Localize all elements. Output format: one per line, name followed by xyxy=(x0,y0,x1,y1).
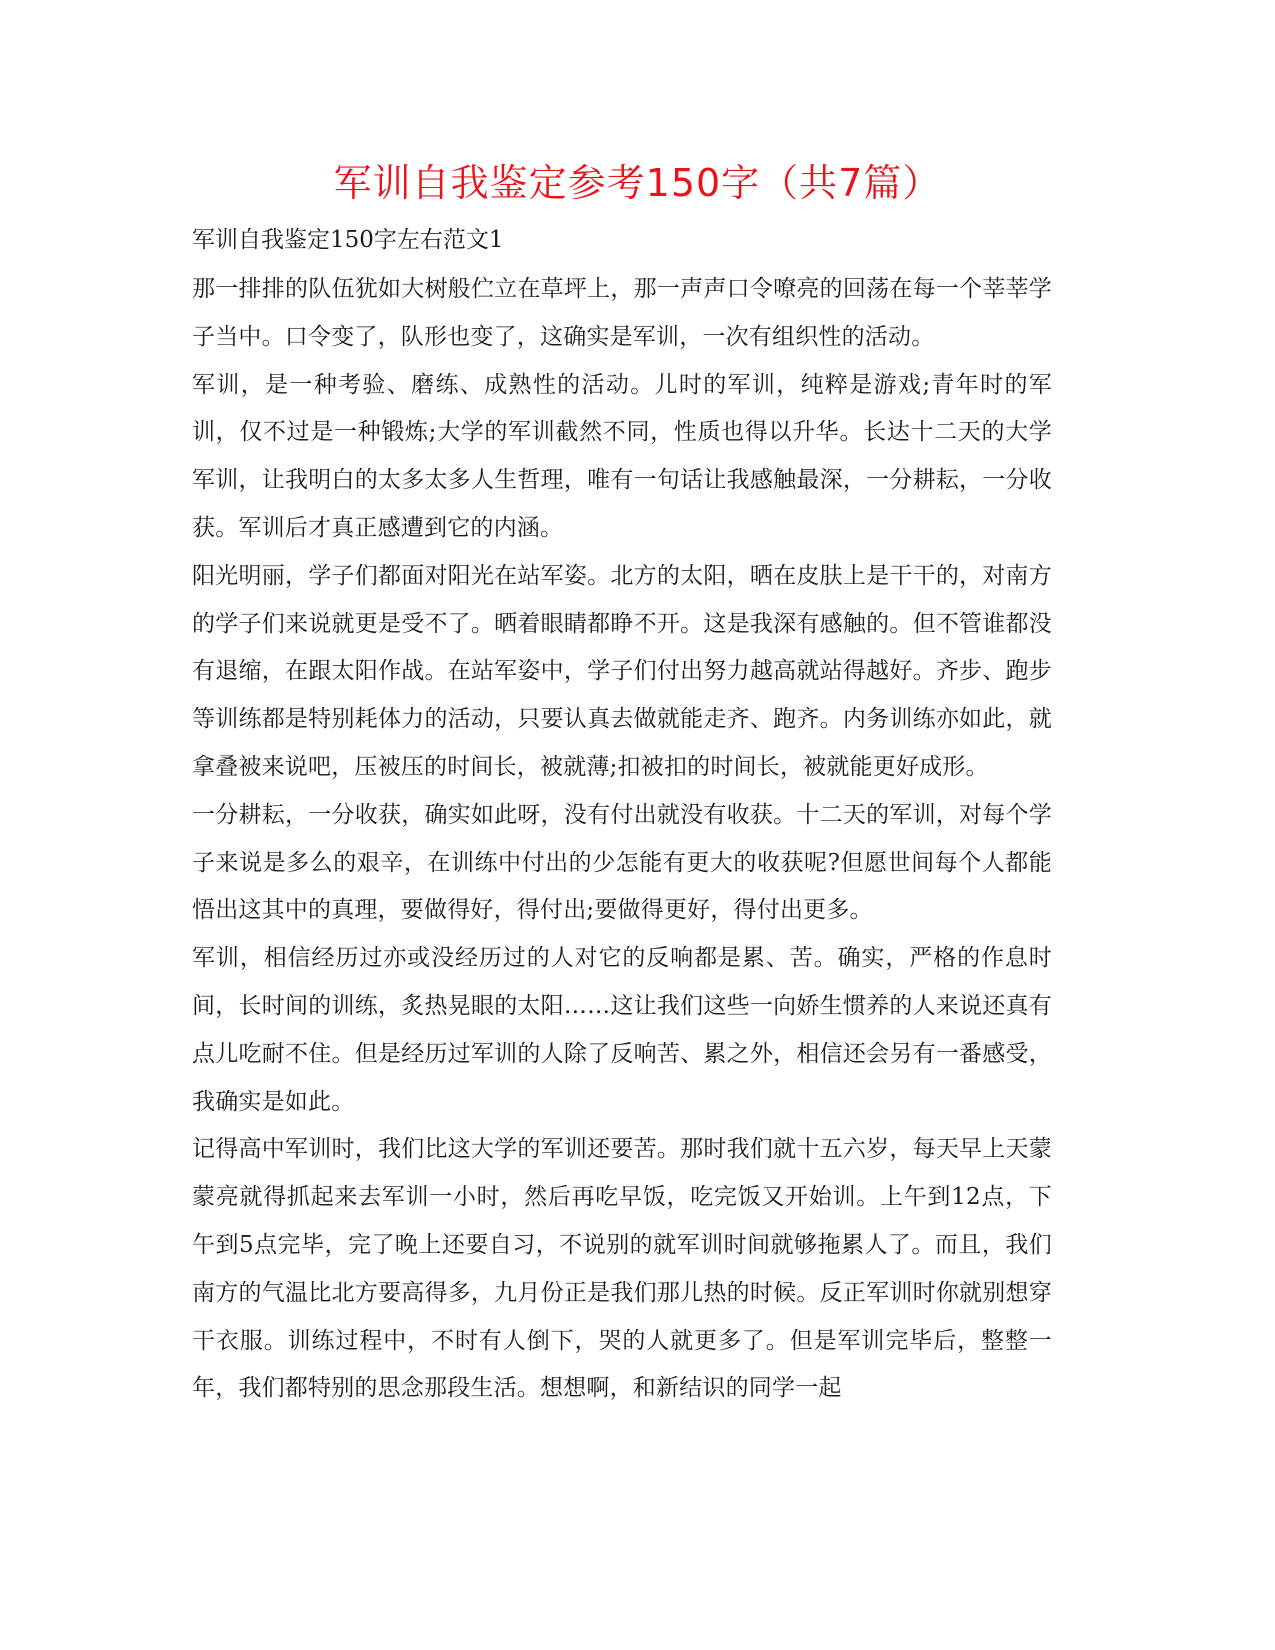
paragraph: 那一排排的队伍犹如大树般伫立在草坪上，那一声声口令嘹亮的回荡在每一个莘莘学子当中。口令变了，队形也变了，这确实是军训，一次有组织性的活动。 xyxy=(192,276,1052,350)
section-heading: 军训自我鉴定150字左右范文1 xyxy=(192,227,504,253)
paragraph: 一分耕耘，一分收获，确实如此呀，没有付出就没有收获。十二天的军训，对每个学子来说是多么的艰辛，在训练中付出的少怎能有更大的收获呢?但愿世间每个人都能悟出这其中的真理，要做得好，得付出;要做得更好，得付出更多。 xyxy=(192,801,1052,924)
paragraph: 记得高中军训时，我们比这大学的军训还要苦。那时我们就十五六岁，每天早上天蒙蒙亮就得抓起来去军训一小时，然后再吃早饭，吃完饭又开始训。上午到12点，下午到5点完毕，完了晚上还要自习，不说别的就军训时间就够拖累人了。而且，我们南方的气温比北方要高得多，九月份正是我们那儿热的时候。反正军训时你就别想穿干衣服。训练过程中，不时有人倒下，哭的人就更多了。但是军训完毕后，整整一年，我们都特别的思念那段生活。想想啊，和新结识的同学一起 xyxy=(192,1136,1052,1402)
page-title: 军训自我鉴定参考150字（共7篇） xyxy=(333,161,942,205)
paragraph: 军训，相信经历过亦或没经历过的人对它的反响都是累、苦。确实，严格的作息时间，长时间的训练，炙热晃眼的太阳……这让我们这些一向娇生惯养的人来说还真有点儿吃耐不住。但是经历过军训的人除了反响苦、累之外，相信还会另有一番感受，我确实是如此。 xyxy=(192,945,1052,1115)
paragraph: 军训，是一种考验、磨练、成熟性的活动。儿时的军训，纯粹是游戏;青年时的军训，仅不过是一种锻炼;大学的军训截然不同，性质也得以升华。长达十二天的大学军训，让我明白的太多太多人生哲理，唯有一句话让我感触最深，一分耕耘，一分收获。军训后才真正感遭到它的内涵。 xyxy=(192,371,1052,541)
body-text xyxy=(192,266,1052,1413)
paragraph: 阳光明丽，学子们都面对阳光在站军姿。北方的太阳，晒在皮肤上是干干的，对南方的学子们来说就更是受不了。晒着眼睛都睁不开。这是我深有感触的。但不管谁都没有退缩，在跟太阳作战。在站军姿中，学子们付出努力越高就站得越好。齐步、跑步等训练都是特别耗体力的活动，只要认真去做就能走齐、跑齐。内务训练亦如此，就拿叠被来说吧，压被压的时间长，被就薄;扣被扣的时间长，被就能更好成形。 xyxy=(192,562,1052,780)
